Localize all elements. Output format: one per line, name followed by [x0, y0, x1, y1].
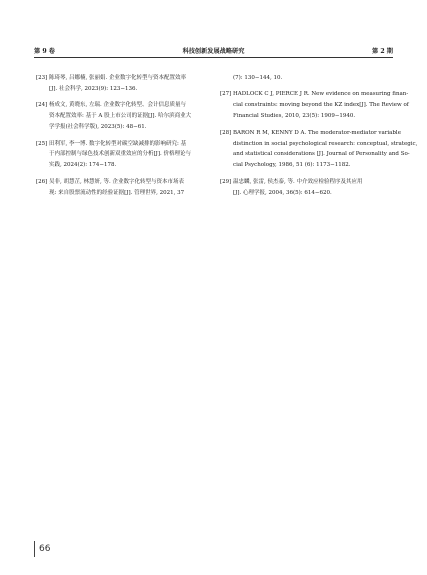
reference-text-line: cial constraints: moving beyond the KZ index[J]. The Review of: [233, 102, 409, 109]
reference-text-line: BARON R M, KENNY D A. The moderator-mediator variable: [233, 129, 401, 136]
reference-text-line: and statistical considerations [J]. Journal of Personality and So-: [233, 151, 410, 158]
journal-title: 科技创新发展战略研究: [182, 48, 245, 55]
reference-item: [36, 100, 208, 133]
reference-text-line: 温忠麟, 张雷, 侯杰泰, 等. 中介效应检验程序及其应用: [233, 178, 363, 185]
reference-text-line: Financial Studies, 2010, 23(5): 1909−1940.: [233, 113, 356, 120]
reference-text-line: [J]. 社会科学, 2023(9): 123−136.: [49, 85, 138, 92]
reference-column-right: [220, 73, 418, 204]
reference-text-line: distinction in social psychological research: conceptual, strategic,: [233, 140, 418, 147]
reference-text-line: 现: 来自股票流动性的经验证据[J]. 管理世界, 2021, 37: [49, 189, 185, 196]
reference-text-line: 吴非, 胡慧芷, 林慧妍, 等. 企业数字化转型与资本市场表: [49, 178, 184, 185]
reference-text-line: 杨成文, 黄晓东, 左瑞. 企业数字化转型、会计信息质量与: [49, 102, 186, 109]
reference-text-line: 于内部控制与绿色技术创新双重效应的分析[J]. 价格理论与: [49, 151, 191, 158]
reference-number: [26]: [36, 178, 48, 185]
page-number: 66: [34, 541, 50, 557]
reference-text-line: [J]. 心理学报, 2004, 36(5): 614−620.: [233, 189, 332, 196]
reference-text-line: HADLOCK C J, PIERCE J R. New evidence on measuring finan-: [233, 91, 409, 98]
reference-item: [36, 73, 208, 95]
reference-text-line: cial Psychology, 1986, 51 (6): 1173−1182.: [233, 162, 351, 169]
reference-item: [220, 177, 392, 199]
reference-column-left: [36, 73, 208, 204]
reference-number: [23]: [36, 75, 48, 81]
reference-number: [27]: [220, 91, 232, 98]
reference-text-line: 陈琦琴, 吕娜楠, 张丽娟. 企业数字化转型与资本配置效率: [49, 75, 186, 81]
reference-item: [36, 139, 208, 172]
reference-text-line: 资本配置效率: 基于 A 股上市公司的证据[J]. 哈尔滨商业大: [49, 113, 192, 120]
reference-text-line: (7): 130−144, 10.: [233, 75, 283, 81]
reference-number: [24]: [36, 102, 48, 109]
reference-text-line: 实践, 2024(2): 174−178.: [49, 162, 117, 169]
issue-label: 第 2 期: [372, 48, 393, 55]
reference-item: [36, 177, 208, 199]
volume-label: 第 9 卷: [34, 48, 55, 55]
reference-number: [25]: [36, 140, 48, 147]
reference-text-line: 学学报(社会科学版), 2023(5): 48−61.: [49, 124, 147, 131]
reference-item: [220, 73, 392, 84]
reference-item: [220, 89, 409, 122]
reference-number: [29]: [220, 178, 232, 185]
reference-number: [28]: [220, 129, 232, 136]
running-header: [34, 45, 393, 58]
reference-item: [220, 128, 418, 172]
reference-text-line: 田利军, 李一博. 数字化转型对碳空缺减排的影响研究: 基: [49, 140, 187, 147]
